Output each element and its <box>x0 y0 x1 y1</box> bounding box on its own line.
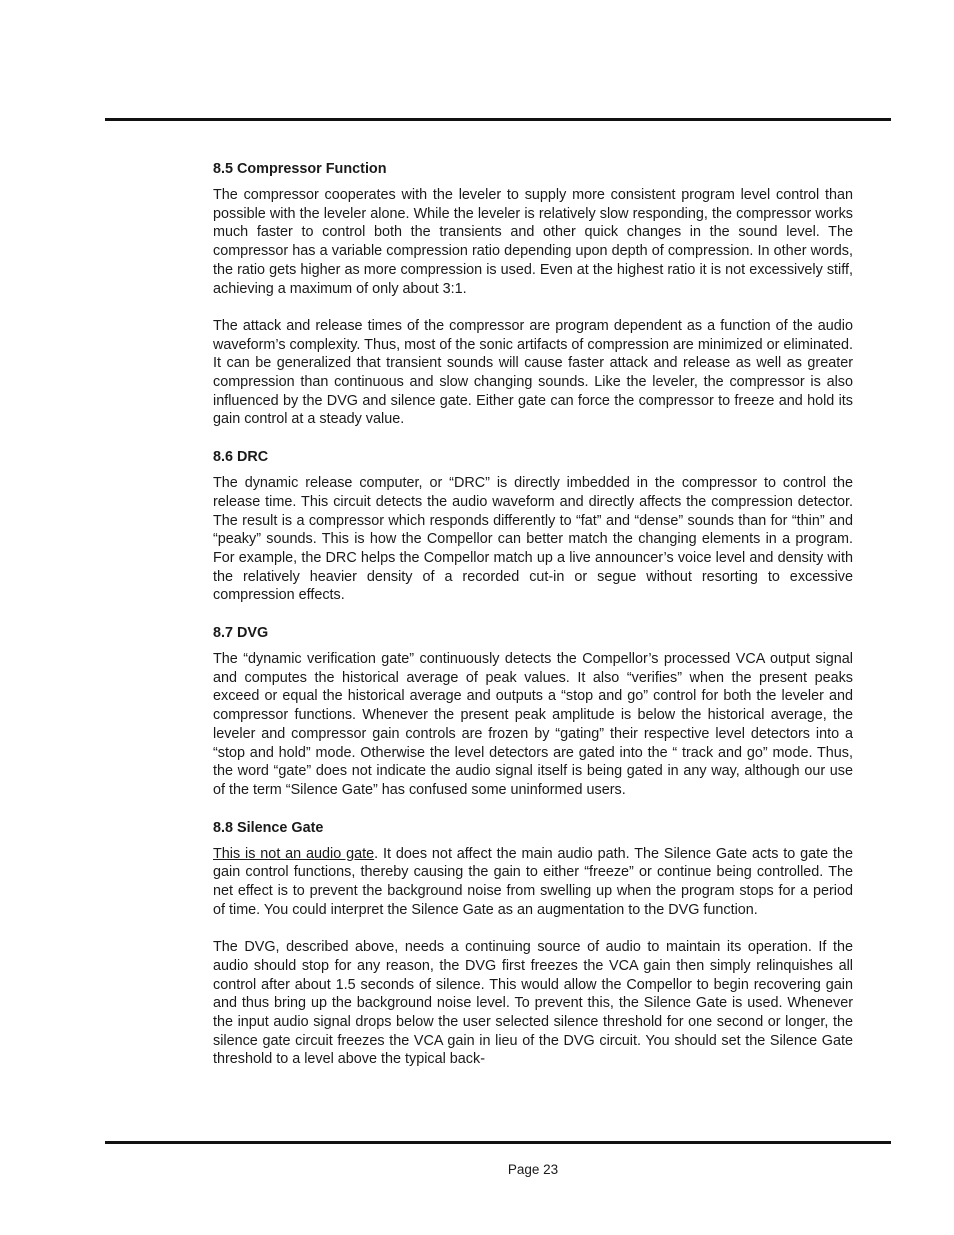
page-content <box>213 160 853 1069</box>
paragraph <box>213 845 853 920</box>
section-heading-silence-gate: 8.8 Silence Gate <box>213 819 324 836</box>
section-heading-drc: 8.6 DRC <box>213 449 269 466</box>
section-heading-dvg: 8.7 DVG <box>213 625 269 642</box>
section-heading-compressor: 8.5 Compressor Function <box>213 161 387 177</box>
page-number: Page 23 <box>507 1162 559 1177</box>
paragraph: The dynamic release computer, or “DRC” is directly imbedded in the compressor to control the release time. This circuit detects the audio waveform and directly affects the compression detector. The result is a compressor which responds differently to “fat” and “dense” sounds than for “thin” and “peaky” sounds. This is how the Compellor can better match the changing elements in a program. For example, the DRC helps the Compellor match up a live announcer’s voice level and density with the relatively heavier density of a recorded cut-in or segue without resorting to excessive compression effects. <box>213 475 853 604</box>
footer-rule <box>105 1141 891 1144</box>
paragraph-text: . It does not affect the main audio path. The Silence Gate acts to gate the gain control functions, thereby causing the gain to either “freeze” or continue being controlled. The net effect is to prevent the background noise from swelling up when the program stops for a period of time. You could interpret the Silence Gate as an augmentation to the DVG function. <box>213 845 853 918</box>
paragraph: The “dynamic verification gate” continuously detects the Compellor’s processed VCA output signal and computes the historical average of peak values. It also “verifies” when the present peaks exceed or equal the historical average and outputs a “stop and go” control for both the leveler and compressor functions. Whenever the present peak amplitude is below the historical average, the leveler and compressor gain controls are frozen by “gating” their respective level detectors into a “stop and hold” mode. Otherwise the level detectors are gated into the “ track and go” mode. Thus, the word “gate” does not indicate the audio signal itself is being gated in any way, although our use of the term “Silence Gate” has confused some uninformed users. <box>213 651 853 798</box>
paragraph: The compressor cooperates with the leveler to supply more consistent program level control than possible with the leveler alone. While the leveler is relatively slow responding, the compressor works much faster to control both the transients and other quick changes in the sound level. The compressor has a variable compression ratio depending upon depth of compression. In other words, the ratio gets higher as more compression is used. Even at the highest ratio it is not excessively stiff, achieving a maximum of only about 3:1. <box>213 187 853 297</box>
paragraph: The DVG, described above, needs a continuing source of audio to maintain its operation. If the audio should stop for any reason, the DVG first freezes the VCA gain then simply relinquishes all control after about 1.5 seconds of silence. This would allow the Compellor to begin recovering gain and thus bring up the background noise level. To prevent this, the Silence Gate is used. Whenever the input audio signal drops below the user selected silence threshold for one second or longer, the silence gate circuit freezes the VCA gain in lieu of the DVG circuit. You should set the Silence Gate threshold to a level above the typical back- <box>213 939 853 1068</box>
header-rule <box>105 118 891 121</box>
paragraph: The attack and release times of the compressor are program dependent as a function of the audio waveform’s complexity. Thus, most of the sonic artifacts of compression are minimized or eliminated. It can be generalized that transient sounds will cause faster attack and release as well as greater compression than continuous and slow changing sounds. Like the leveler, the compressor is also influenced by the DVG and silence gate. Either gate can force the compressor to freeze and hold its gain control at a steady value. <box>213 317 853 428</box>
underlined-lead-text: This is not an audio gate <box>213 845 375 862</box>
